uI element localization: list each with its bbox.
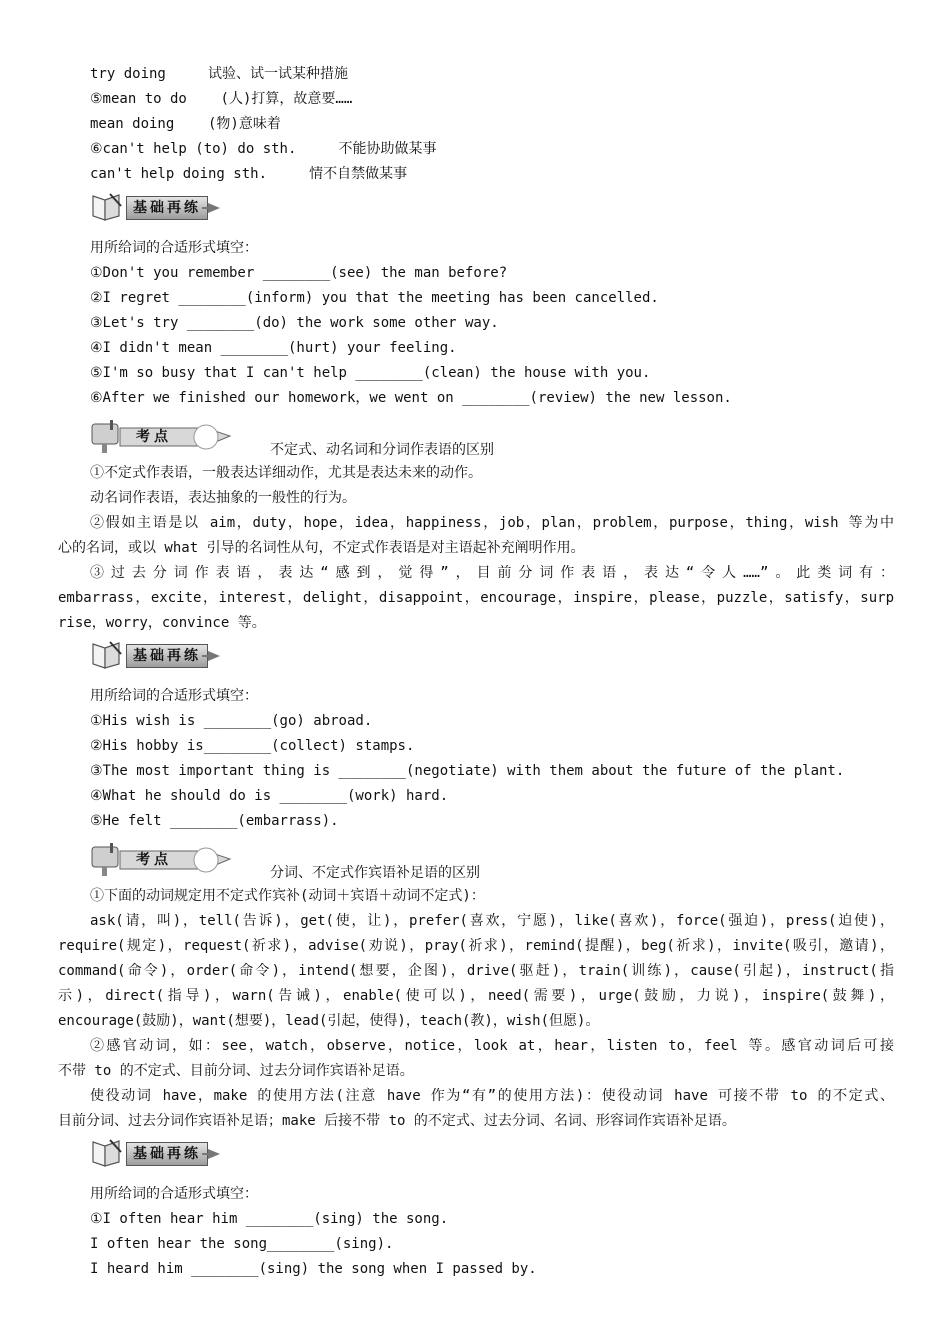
- paragraph: ②感官动词，如：see，watch，observe，notice，look at，hear，listen to，feel 等。感官动词后可接: [90, 1038, 894, 1054]
- practice-badge-label: 基础再练: [126, 196, 208, 220]
- book-icon: [90, 1138, 124, 1168]
- instruction: 用所给词的合适形式填空：: [90, 688, 258, 704]
- practice-badge: [90, 638, 230, 672]
- exercise-item: I often hear the song________(sing).: [90, 1236, 394, 1252]
- practice-badge: [90, 190, 230, 224]
- paragraph: 心的名词，或以 what 引导的名词性从句，不定式作表语是对主语起补充阐明作用。: [58, 540, 585, 556]
- practice-badge-label: 基础再练: [126, 644, 208, 668]
- kaodian-badge: [90, 841, 238, 877]
- kaodian-label: 考点: [136, 429, 172, 445]
- paragraph: require(规定)，request(祈求)，advise(劝说)，pray(祈求)，remind(提醒)，beg(祈求)，invite(吸引，邀请)，: [58, 938, 894, 954]
- paragraph: ③过去分词作表语，表达“感到，觉得”，目前分词作表语，表达“令人……”。此类词有：: [90, 565, 894, 581]
- paragraph: ①不定式作表语，一般表达详细动作，尤其是表达未来的动作。: [90, 465, 482, 481]
- paragraph: ①下面的动词规定用不定式作宾补(动词＋宾语＋动词不定式)：: [90, 888, 485, 904]
- paragraph: 动名词作表语，表达抽象的一般性的行为。: [90, 490, 356, 506]
- exercise-item: ⑤I'm so busy that I can't help ________(clean) the house with you.: [90, 365, 651, 381]
- arrow-right-icon: [208, 203, 220, 213]
- paragraph: rise，worry，convince 等。: [58, 615, 266, 631]
- paragraph: ②假如主语是以 aim，duty，hope，idea，happiness，job，plan，problem，purpose，thing，wish 等为中: [90, 515, 894, 531]
- intro-line: ⑤mean to do (人)打算，故意要……: [90, 91, 353, 107]
- exercise-item: ①Don't you remember ________(see) the man before?: [90, 265, 508, 281]
- paragraph: 使役动词 have，make 的使用方法(注意 have 作为“有”的使用方法)：使役动词 have 可接不带 to 的不定式、: [90, 1088, 894, 1104]
- intro-line: can't help doing sth. 情不自禁做某事: [90, 166, 408, 182]
- exercise-item: ⑥After we finished our homework，we went on ________(review) the new lesson.: [90, 390, 732, 406]
- book-icon: [90, 192, 124, 222]
- exercise-item: ①His wish is ________(go) abroad.: [90, 713, 373, 729]
- exercise-item: ④I didn't mean ________(hurt) your feeling.: [90, 340, 457, 356]
- paragraph: encourage(鼓励)，want(想要)，lead(引起，使得)，teach(教)，wish(但愿)。: [58, 1013, 600, 1029]
- exercise-item: ⑤He felt ________(embarrass).: [90, 813, 339, 829]
- kaodian-label: 考点: [136, 852, 172, 868]
- paragraph: ask(请，叫)，tell(告诉)，get(使，让)，prefer(喜欢，宁愿)，like(喜欢)，force(强迫)，press(迫使)，: [90, 913, 894, 929]
- book-icon: [90, 640, 124, 670]
- exercise-item: ③Let's try ________(do) the work some other way.: [90, 315, 499, 331]
- intro-line: ⑥can't help (to) do sth. 不能协助做某事: [90, 141, 437, 157]
- section-title: 分词、不定式作宾语补足语的区别: [270, 865, 480, 881]
- arrow-right-icon: [208, 1149, 220, 1159]
- exercise-item: ①I often hear him ________(sing) the song.: [90, 1211, 449, 1227]
- exercise-item: ②His hobby is________(collect) stamps.: [90, 738, 415, 754]
- paragraph: embarrass，excite，interest，delight，disappoint，encourage，inspire，please，puzzle，satisfy，surp: [58, 590, 894, 606]
- exercise-item: ④What he should do is ________(work) hard.: [90, 788, 449, 804]
- paragraph: command(命令)，order(命令)，intend(想要，企图)，drive(驱赶)，train(训练)，cause(引起)，instruct(指: [58, 963, 894, 979]
- practice-badge: [90, 1136, 230, 1170]
- section-title: 不定式、动名词和分词作表语的区别: [270, 442, 494, 458]
- exercise-item: ②I regret ________(inform) you that the meeting has been cancelled.: [90, 290, 659, 306]
- paragraph: 示)，direct(指导)，warn(告诫)，enable(使可以)，need(需要)，urge(鼓励，力说)，inspire(鼓舞)，: [58, 988, 894, 1004]
- kaodian-badge: [90, 418, 238, 454]
- exercise-item: ③The most important thing is ________(negotiate) with them about the future of the plant.: [90, 763, 845, 779]
- arrow-right-icon: [208, 651, 220, 661]
- paragraph: 目前分词、过去分词作宾语补足语；make 后接不带 to 的不定式、过去分词、名词、形容词作宾语补足语。: [58, 1113, 736, 1129]
- intro-line: try doing 试验、试一试某种措施: [90, 66, 349, 82]
- instruction: 用所给词的合适形式填空：: [90, 1186, 258, 1202]
- practice-badge-label: 基础再练: [126, 1142, 208, 1166]
- exercise-item: I heard him ________(sing) the song when I passed by.: [90, 1261, 537, 1277]
- intro-line: mean doing (物)意味着: [90, 116, 281, 132]
- paragraph: 不带 to 的不定式、目前分词、过去分词作宾语补足语。: [58, 1063, 414, 1079]
- instruction: 用所给词的合适形式填空：: [90, 240, 258, 256]
